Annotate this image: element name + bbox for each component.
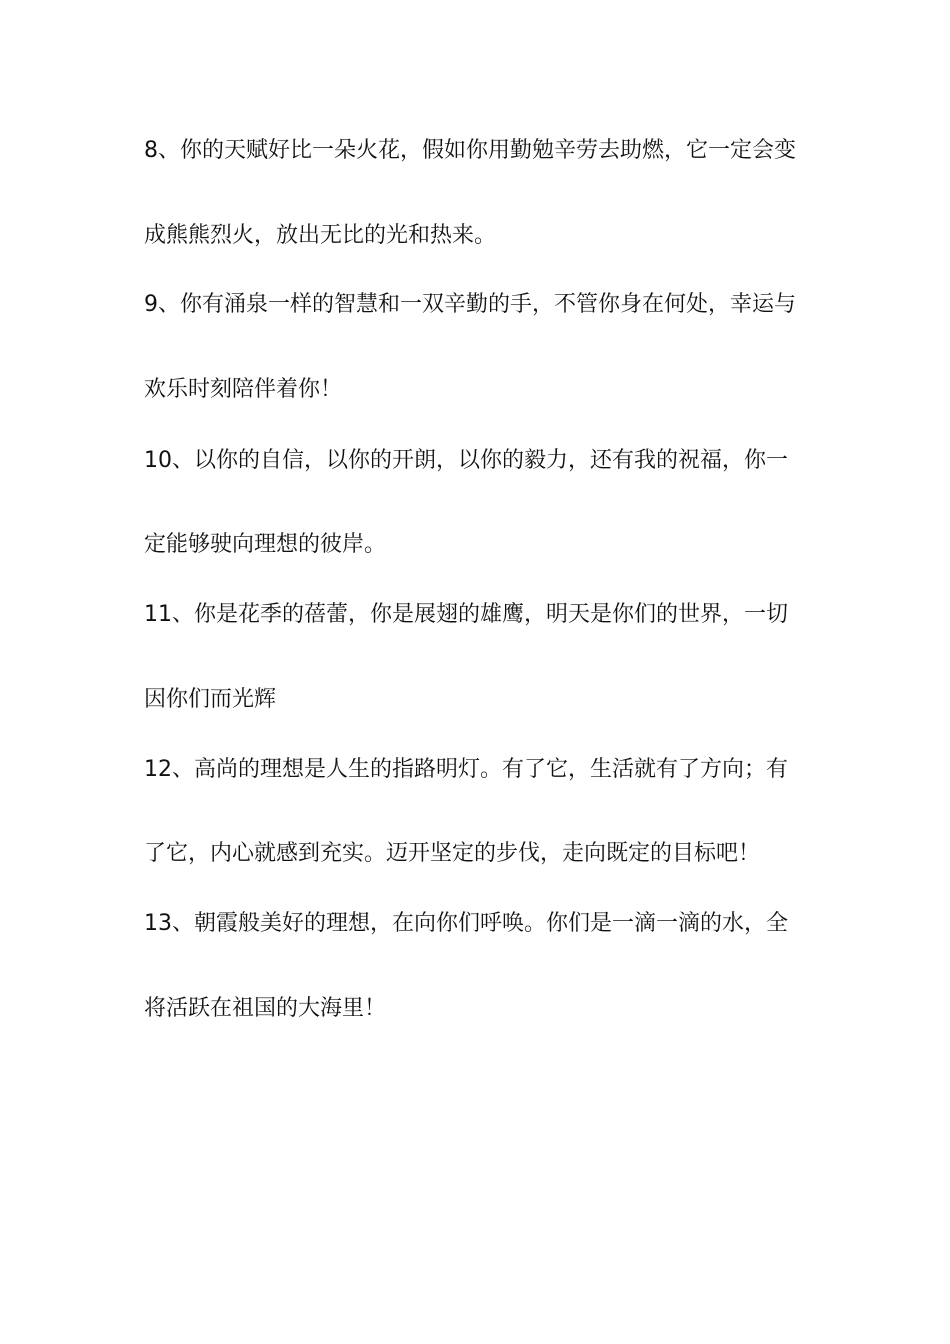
item-10-line-2: 定能够驶向理想的彼岸。 (144, 532, 387, 557)
item-9-line-1: 9、你有涌泉一样的智慧和一双辛勤的手，不管你身在何处，幸运与 (144, 292, 796, 317)
item-11-line-1: 11、你是花季的蓓蕾，你是展翅的雄鹰，明天是你们的世界，一切 (144, 602, 788, 627)
item-11-line-2: 因你们而光辉 (144, 687, 277, 712)
item-9-line-2: 欢乐时刻陪伴着你！ (144, 377, 343, 402)
item-10-line-1: 10、以你的自信，以你的开朗，以你的毅力，还有我的祝福，你一 (144, 448, 788, 473)
item-12-line-2: 了它，内心就感到充实。迈开坚定的步伐，走向既定的目标吧！ (144, 841, 761, 866)
item-8-line-1: 8、你的天赋好比一朵火花，假如你用勤勉辛劳去助燃，它一定会变 (144, 138, 796, 163)
item-8-line-2: 成熊熊烈火，放出无比的光和热来。 (144, 223, 497, 248)
item-12-line-1: 12、高尚的理想是人生的指路明灯。有了它，生活就有了方向；有 (144, 757, 788, 782)
item-13-line-1: 13、朝霞般美好的理想，在向你们呼唤。你们是一滴一滴的水，全 (144, 911, 788, 936)
item-13-line-2: 将活跃在祖国的大海里！ (144, 996, 387, 1021)
